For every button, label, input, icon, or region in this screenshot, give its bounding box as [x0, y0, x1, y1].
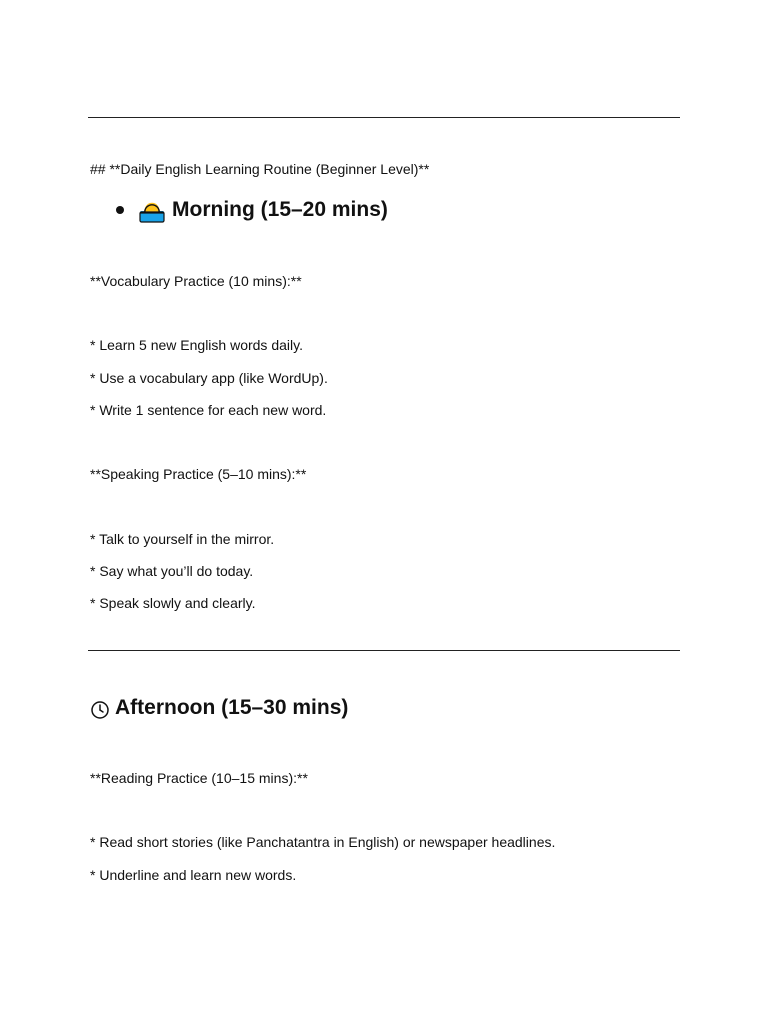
- routine-title-markdown: ## **Daily English Learning Routine (Beginner Level)**: [90, 161, 430, 177]
- list-item: * Read short stories (like Panchatantra in English) or newspaper headlines.: [90, 834, 556, 850]
- clock-icon: [90, 700, 110, 720]
- list-item: * Talk to yourself in the mirror.: [90, 531, 275, 547]
- bullet-dot: [116, 206, 124, 214]
- sunrise-icon: [138, 196, 166, 224]
- list-item: * Use a vocabulary app (like WordUp).: [90, 370, 328, 386]
- afternoon-title: Afternoon (15–30 mins): [115, 696, 349, 719]
- vocabulary-heading: **Vocabulary Practice (10 mins):**: [90, 273, 302, 289]
- afternoon-heading: [90, 692, 348, 724]
- horizontal-rule: [88, 117, 680, 118]
- list-item: * Say what you’ll do today.: [90, 563, 254, 579]
- list-item: * Learn 5 new English words daily.: [90, 337, 303, 353]
- morning-heading: [116, 194, 388, 226]
- list-item: * Write 1 sentence for each new word.: [90, 402, 327, 418]
- horizontal-rule: [88, 650, 680, 651]
- morning-title: Morning (15–20 mins): [172, 198, 388, 221]
- list-item: * Underline and learn new words.: [90, 867, 297, 883]
- speaking-heading: **Speaking Practice (5–10 mins):**: [90, 466, 307, 482]
- reading-heading: **Reading Practice (10–15 mins):**: [90, 770, 308, 786]
- list-item: * Speak slowly and clearly.: [90, 595, 256, 611]
